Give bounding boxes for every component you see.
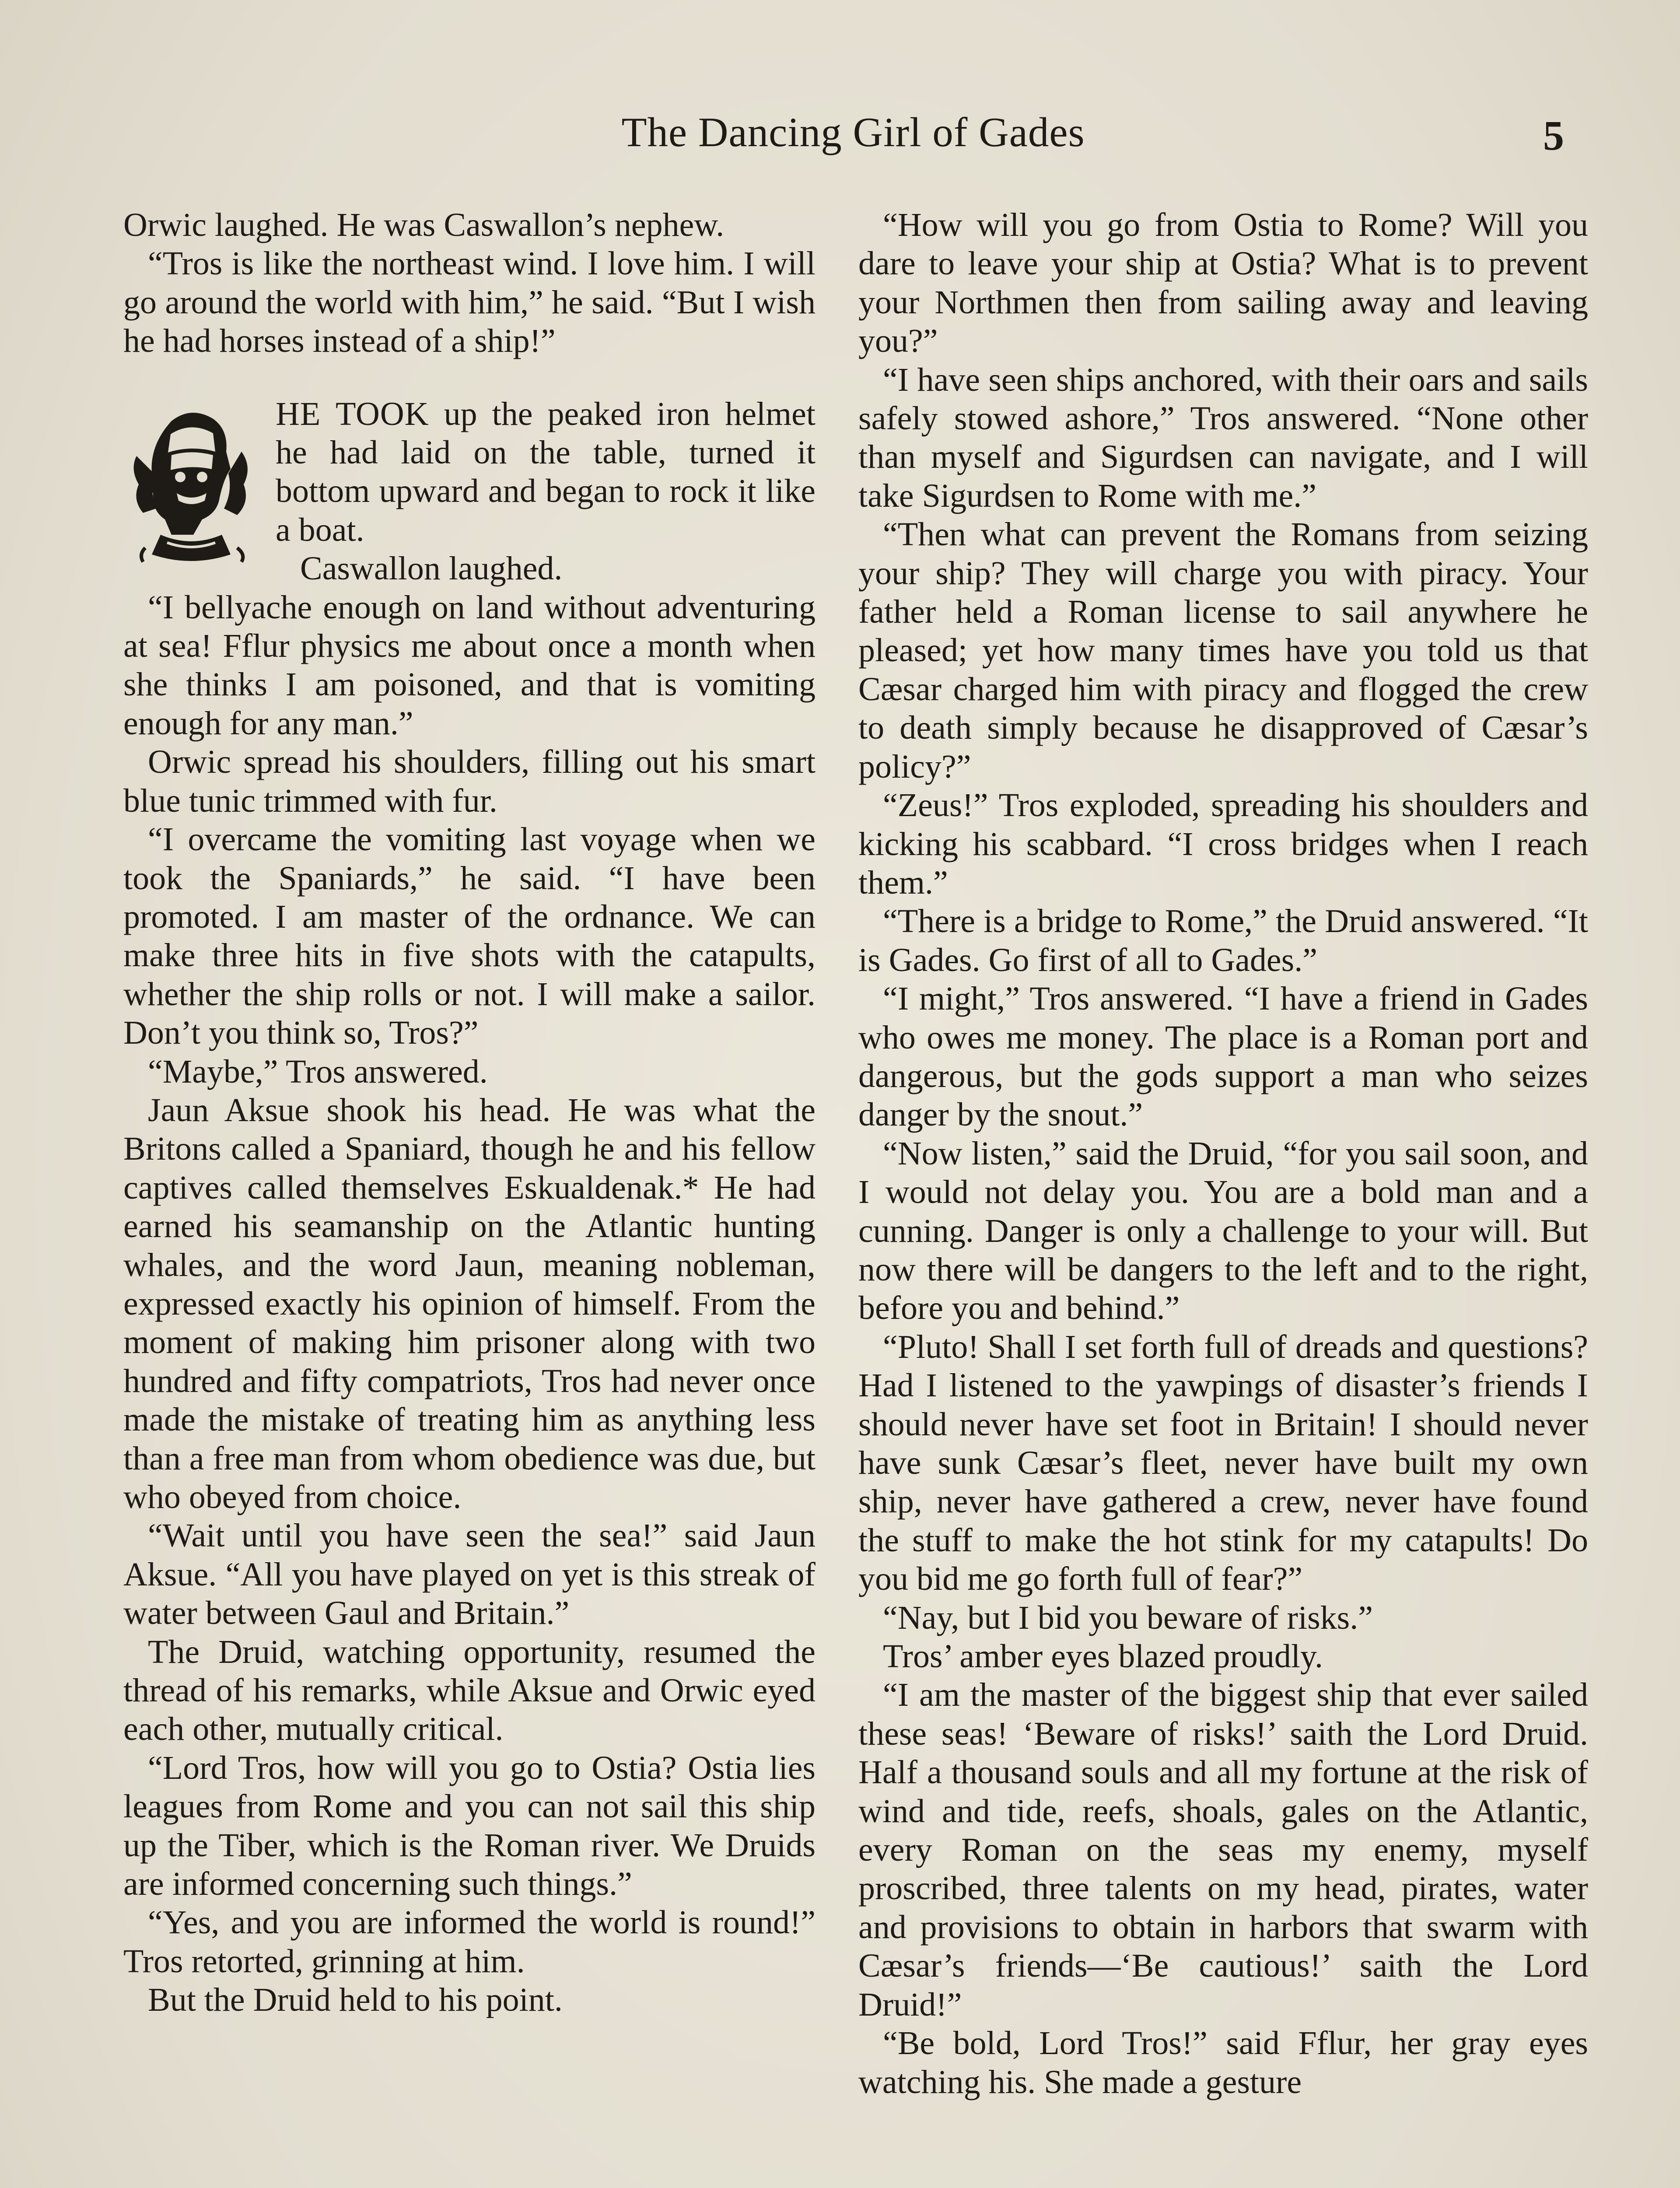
dropcap-lead: HE TOOK <box>276 395 429 432</box>
running-head: The Dancing Girl of Gades <box>621 109 1085 155</box>
left-column <box>123 206 816 2020</box>
paragraph: Orwic laughed. He was Caswallon’s nephew. <box>123 207 724 243</box>
paragraph: “Maybe,” Tros answered. <box>148 1053 488 1090</box>
paragraph: “Wait until you have seen the sea!” said Jaun Aksue. “All you have played on yet is this streak of water between Gaul and Britain.” <box>123 1517 816 1632</box>
dropcap-paragraph <box>123 395 816 550</box>
paragraph: “Lord Tros, how will you go to Ostia? Ostia lies leagues from Rome and you can not sail this ship up the Tiber, which is the Roman river. We Druids are informed concerning such things.” <box>123 1749 816 1903</box>
helmeted-head-icon <box>119 403 263 565</box>
paragraph: “Yes, and you are informed the world is round!” Tros retorted, grinning at him. <box>123 1904 816 1980</box>
paragraph: Caswallon laughed. <box>300 550 563 587</box>
paragraph: “I have seen ships anchored, with their oars and sails safely stowed ashore,” Tros answered. “None other than myself and Sigurdsen can navigate, and I will take Sigurdsen to Rome with me.” <box>858 361 1588 514</box>
paragraph: “Pluto! Shall I set forth full of dreads and questions? Had I listened to the yawpings of disaster’s friends I should never have set foot in Britain! I should never have sunk Cæsar’s fleet, never have built my own ship, never have gathered a crew, never have found the stuff to make the hot stink for my catapults! Do you bid me go forth full of fear?” <box>858 1328 1588 1598</box>
paragraph: Jaun Aksue shook his head. He was what the Britons called a Spaniard, though he and his fellow captives called themselves Eskualdenak.* He had earned his seamanship on the Atlantic hunting whales, and the word Jaun, meaning nobleman, expressed exactly his opinion of himself. From the moment of making him prisoner along with two hundred and fifty compatriots, Tros had never once made the mistake of treating him as anything less than a free man from whom obedience was due, but who obeyed from choice. <box>123 1091 816 1515</box>
paragraph: “Now listen,” said the Druid, “for you sail soon, and I would not delay you. You are a bold man and a cunning. Danger is only a challenge to your will. But now there will be dangers to the left and to the right, before you and behind.” <box>858 1135 1588 1327</box>
paragraph: “I might,” Tros answered. “I have a friend in Gades who owes me money. The place is a Roman port and dangerous, but the gods support a man who seizes danger by the snout.” <box>858 980 1588 1133</box>
paragraph: Tros’ amber eyes blazed proudly. <box>883 1638 1323 1675</box>
paragraph: The Druid, watching opportunity, resumed the thread of his remarks, while Aksue and Orwic eyed each other, mutually critical. <box>123 1633 816 1748</box>
page-number: 5 <box>1543 112 1564 159</box>
paragraph: But the Druid held to his point. <box>148 1981 563 2019</box>
paragraph: Orwic spread his shoulders, filling out his smart blue tunic trimmed with fur. <box>123 743 816 819</box>
paragraph: “There is a bridge to Rome,” the Druid answered. “It is Gades. Go first of all to Gades.” <box>858 903 1588 978</box>
paragraph: “Nay, but I bid you beware of risks.” <box>883 1599 1373 1636</box>
paragraph: “Zeus!” Tros exploded, spreading his shoulders and kicking his scabbard. “I cross bridges when I reach them.” <box>858 787 1588 901</box>
paragraph: “Tros is like the northeast wind. I love him. I will go around the world with him,” he said. “But I wish he had horses instead of a ship!” <box>123 245 816 360</box>
paragraph: “I bellyache enough on land without adventuring at sea! Fflur physics me about once a month when she thinks I am poisoned, and that is vomiting enough for any man.” <box>123 589 816 742</box>
paragraph: “How will you go from Ostia to Rome? Will you dare to leave your ship at Ostia? What is to prevent your Northmen then from sailing away and leaving you?” <box>858 207 1588 360</box>
dropcap-text: up the peaked iron helmet he had laid on the table, turned it bottom upward and began to rock it like a boat. <box>276 395 816 548</box>
paragraph: “Then what can prevent the Romans from seizing your ship? They will charge you with piracy. Your father held a Roman license to sail anywhere he pleased; yet how many times have you told us that Cæsar charged him with piracy and flogged the crew to death simply because he disapproved of Cæsar’s policy?” <box>858 516 1588 785</box>
paragraph: “Be bold, Lord Tros!” said Fflur, her gray eyes watching his. She made a gesture <box>858 2025 1588 2100</box>
right-column <box>858 206 1588 2101</box>
paragraph: “I overcame the vomiting last voyage when we took the Spaniards,” he said. “I have been promoted. I am master of the ordnance. We can make three hits in five shots with the catapults, whether the ship rolls or not. I will make a sailor. Don’t you think so, Tros?” <box>123 821 816 1052</box>
paragraph: “I am the master of the biggest ship that ever sailed these seas! ‘Beware of risks!’ saith the Lord Druid. Half a thousand souls and all my fortune at the risk of wind and tide, reefs, shoals, gales on the Atlantic, every Roman on the seas my enemy, myself proscribed, three talents on my head, pirates, water and provisions to obtain in harbors that swarm with Cæsar’s friends—‘Be cautious!’ saith the Lord Druid!” <box>858 1676 1588 2023</box>
